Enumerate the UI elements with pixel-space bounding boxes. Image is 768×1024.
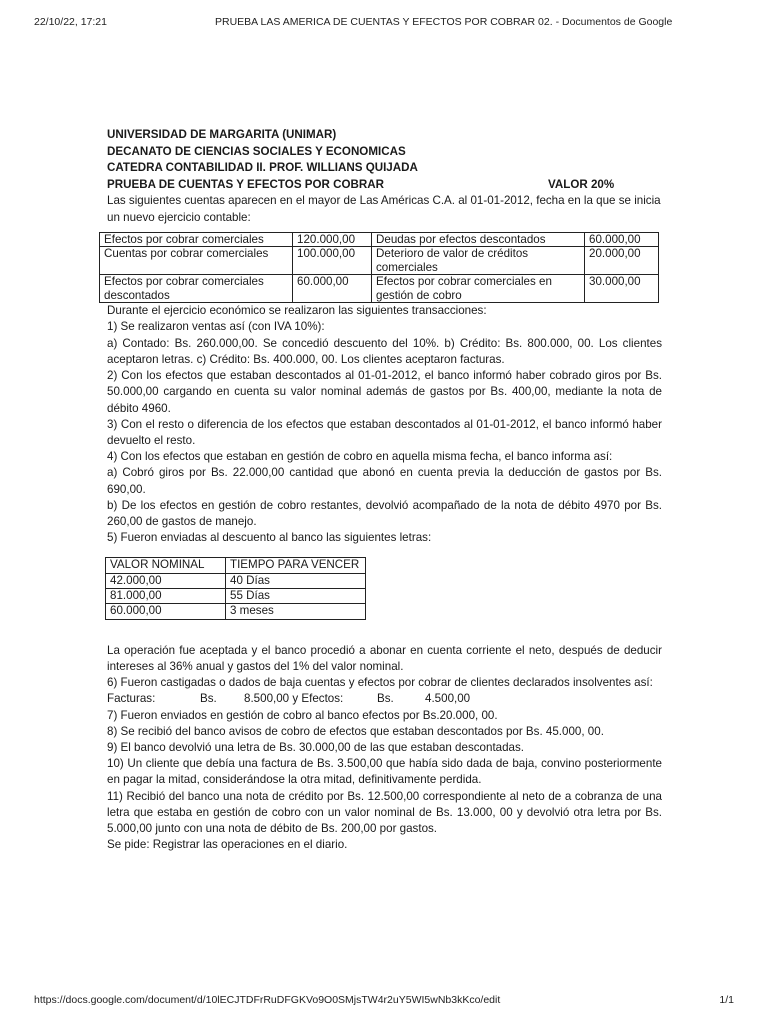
heading-exam-row bbox=[107, 177, 662, 194]
print-doc-title: PRUEBA LAS AMERICA DE CUENTAS Y EFECTOS POR COBRAR 02. - Documentos de Google bbox=[215, 16, 673, 28]
print-datetime: 22/10/22, 17:21 bbox=[34, 16, 107, 28]
table-row bbox=[106, 588, 366, 603]
heading-university: UNIVERSIDAD DE MARGARITA (UNIMAR) bbox=[107, 128, 337, 141]
print-url: https://docs.google.com/document/d/10lECJTDFrRuDFGKVo9O0SMjsTW4r2uY5WI5wNb3kKco/edit bbox=[34, 994, 501, 1006]
tiempo-cell: 55 Días bbox=[226, 588, 366, 603]
heading-faculty: DECANATO DE CIENCIAS SOCIALES Y ECONOMICAS bbox=[107, 144, 406, 158]
facturas-currency: Bs. bbox=[200, 692, 217, 706]
print-header bbox=[34, 16, 734, 32]
efectos-amount: 4.500,00 bbox=[425, 692, 471, 706]
tiempo-cell: 40 Días bbox=[226, 573, 366, 588]
transaction-4-title: 4) Con los efectos que estaban en gestión de cobro en aquella misma fecha, el banco informa así: bbox=[107, 450, 613, 464]
nominal-cell: 60.000,00 bbox=[106, 604, 226, 619]
transaction-3: 3) Con el resto o diferencia de los efectos que estaban descontados al 01-01-2012, el banco informó haber devuelto el resto. bbox=[107, 417, 662, 447]
transaction-11: 11) Recibió del banco una nota de crédito por Bs. 12.500,00 correspondiente al neto de a cobranza de una letra que estaba en gestión de cobro con un valor nominal de Bs. 13.000, 00 y devolvió otra letra por Bs. 5.000,00 junto con una nota de débito de Bs. 200,00 por gastos. bbox=[107, 789, 662, 836]
left-account-cell: Efectos por cobrar comerciales bbox=[100, 232, 293, 247]
heading-exam-title: PRUEBA DE CUENTAS Y EFECTOS POR COBRAR bbox=[107, 177, 384, 191]
right-amount-cell: 60.000,00 bbox=[585, 232, 659, 247]
right-account-cell: Deudas por efectos descontados bbox=[372, 232, 585, 247]
heading-exam-value: VALOR 20% bbox=[548, 177, 615, 191]
transaction-4b: b) De los efectos en gestión de cobro restantes, devolvió acompañado de la nota de débito 4970 por Bs. 260,00 de gastos de manejo. bbox=[107, 498, 662, 528]
col-header-nominal: VALOR NOMINAL bbox=[106, 558, 226, 573]
left-amount-cell: 120.000,00 bbox=[293, 232, 372, 247]
left-account-cell: Efectos por cobrar comerciales descontados bbox=[100, 275, 293, 303]
col-header-tiempo: TIEMPO PARA VENCER bbox=[226, 558, 366, 573]
transaction-5-body: La operación fue aceptada y el banco procedió a abonar en cuenta corriente el neto, después de deducir intereses al 36% anual y gastos del 1% del valor nominal. bbox=[107, 643, 662, 673]
left-amount-cell: 100.000,00 bbox=[293, 247, 372, 275]
transaction-4a: a) Cobró giros por Bs. 22.000,00 cantidad que abonó en cuenta previa la deducción de gastos por Bs. 690,00. bbox=[107, 466, 662, 496]
transaction-7: 7) Fueron enviados en gestión de cobro al banco efectos por Bs.20.000, 00. bbox=[107, 708, 498, 722]
transaction-10: 10) Un cliente que debía una factura de Bs. 3.500,00 que había sido dada de baja, convino posteriormente en pagar la mitad, considerándose la otra mitad, definitivamente perdida. bbox=[107, 757, 662, 787]
facturas-label: Facturas: bbox=[107, 692, 156, 706]
transaction-2: 2) Con los efectos que estaban descontados al 01-01-2012, el banco informó haber cobrado giros por Bs. 50.000,00 cargando en cuenta su valor nominal además de gastos por Bs. 400,00, mediante la nota de débito 4960. bbox=[107, 369, 662, 415]
facturas-amount: 8.500,00 y Efectos: bbox=[244, 692, 344, 706]
right-amount-cell: 20.000,00 bbox=[585, 247, 659, 275]
transaction-1-body: a) Contado: Bs. 260.000,00. Se concedió descuento del 10%. b) Crédito: Bs. 800.000, 00. Los clientes aceptaron letras. c) Crédito: Bs. 400.000, 00. Los clientes aceptaron facturas. bbox=[107, 336, 662, 366]
nominal-cell: 81.000,00 bbox=[106, 588, 226, 603]
transaction-1-title: 1) Se realizaron ventas así (con IVA 10%): bbox=[107, 320, 325, 334]
transaction-6-amounts bbox=[107, 691, 662, 708]
heading-course: CATEDRA CONTABILIDAD II. PROF. WILLIANS QUIJADA bbox=[107, 161, 418, 175]
table-row bbox=[100, 232, 659, 247]
table-row bbox=[106, 604, 366, 619]
table-row bbox=[100, 275, 659, 303]
right-account-cell: Deterioro de valor de créditos comerciales bbox=[372, 247, 585, 275]
efectos-currency: Bs. bbox=[377, 692, 394, 706]
print-footer bbox=[34, 994, 734, 1010]
transactions-intro: Durante el ejercicio económico se realizaron las siguientes transacciones: bbox=[107, 304, 487, 318]
right-amount-cell: 30.000,00 bbox=[585, 275, 659, 303]
transaction-9: 9) El banco devolvió una letra de Bs. 30.000,00 de las que estaban descontadas. bbox=[107, 741, 525, 755]
letras-table bbox=[105, 557, 366, 619]
tiempo-cell: 3 meses bbox=[226, 604, 366, 619]
transaction-8: 8) Se recibió del banco avisos de cobro de efectos que estaban descontados por Bs. 45.000, 00. bbox=[107, 724, 604, 738]
table-row bbox=[100, 247, 659, 275]
print-page-number: 1/1 bbox=[719, 994, 734, 1006]
transaction-5-title: 5) Fueron enviadas al descuento al banco las siguientes letras: bbox=[107, 531, 432, 545]
right-account-cell: Efectos por cobrar comerciales en gestión de cobro bbox=[372, 275, 585, 303]
left-account-cell: Cuentas por cobrar comerciales bbox=[100, 247, 293, 275]
table-row bbox=[106, 573, 366, 588]
transaction-6-title: 6) Fueron castigadas o dados de baja cuentas y efectos por cobrar de clientes declarados insolventes así: bbox=[107, 675, 653, 689]
document-body bbox=[104, 127, 662, 853]
nominal-cell: 42.000,00 bbox=[106, 573, 226, 588]
balances-table bbox=[99, 232, 659, 304]
assignment-instruction: Se pide: Registrar las operaciones en el diario. bbox=[107, 838, 348, 852]
intro-paragraph: Las siguientes cuentas aparecen en el mayor de Las Américas C.A. al 01-01-2012, fecha en la que se inicia un nuevo ejercicio contable: bbox=[107, 194, 661, 224]
left-amount-cell: 60.000,00 bbox=[293, 275, 372, 303]
table-header-row bbox=[106, 558, 366, 573]
